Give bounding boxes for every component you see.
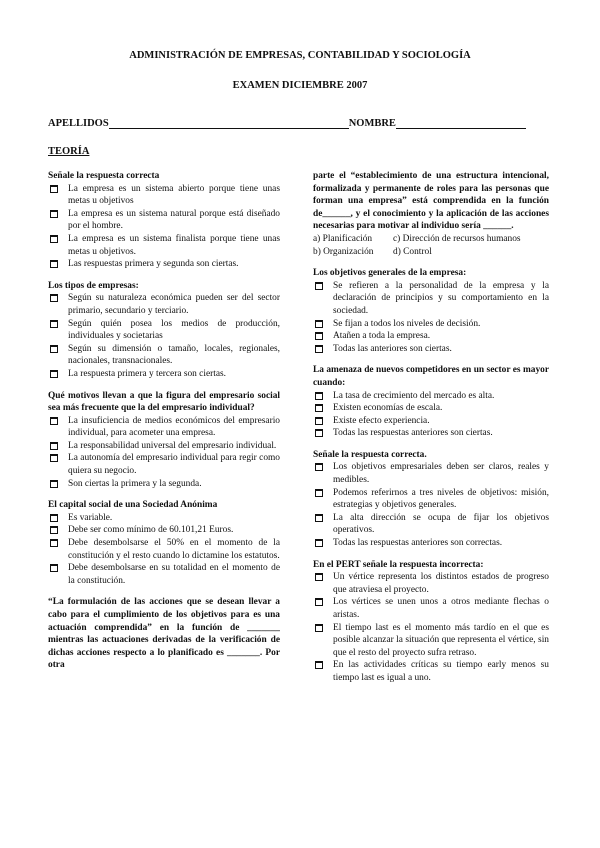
checkbox-icon[interactable] [315,429,323,437]
question-heading: Señale la respuesta correcta. [313,449,427,460]
left-column [48,170,280,672]
surname-line [109,118,349,129]
checkbox-icon[interactable] [50,514,58,522]
name-line [396,118,526,129]
question-block [48,499,280,587]
checkbox-icon[interactable] [315,514,323,522]
choice-b: b) Organización [313,246,374,257]
answer-option[interactable]: Un vértice representa los distintos estados de progreso que atraviesa el proyecto. [313,571,549,596]
checkbox-icon[interactable] [50,185,58,193]
checkbox-icon[interactable] [50,442,58,450]
choice-a: a) Planificación [313,233,373,244]
question-heading: Qué motivos llevan a que la figura del empresario social sea más frecuente que la del empresario individual? [48,390,280,414]
answer-option[interactable]: Podemos referirnos a tres niveles de objetivos: misión, estrategias y objetivos generales. [313,487,549,512]
answer-option[interactable]: La respuesta primera y tercera son ciertas. [48,368,280,381]
exam-title: EXAMEN DICIEMBRE 2007 [232,80,368,91]
answer-option[interactable]: Existen economías de escala. [313,402,549,415]
question-heading: Los objetivos generales de la empresa: [313,268,467,279]
answer-option[interactable]: La empresa es un sistema abierto porque tiene unas metas u objetivos [48,183,280,208]
answer-option[interactable]: Los objetivos empresariales deben ser claros, reales y medibles. [313,461,549,486]
fill-in-text: parte el “establecimiento de una estructura intencional, formalizada y permanente de roles para las personas que forman una empresa” está comprendida en la función de______, y el conocimiento y la aplicación de las acciones necesarias para motivar al individuo sería ______. [313,171,549,232]
checkbox-icon[interactable] [315,624,323,632]
section-heading: TEORÍA [48,146,90,157]
question-heading: Los tipos de empresas: [48,280,139,291]
answer-option[interactable]: La insuficiencia de medios económicos del empresario individual, para acometer una empresa. [48,415,280,440]
answer-option[interactable]: La responsabilidad universal del empresario individual. [48,440,280,453]
checkbox-icon[interactable] [315,404,323,412]
checkbox-icon[interactable] [315,417,323,425]
answer-option[interactable]: Es variable. [48,512,280,525]
checkbox-icon[interactable] [50,370,58,378]
checkbox-icon[interactable] [50,345,58,353]
answer-option[interactable]: Según su dimensión o tamaño, locales, regionales, nacionales, transnacionales. [48,343,280,368]
name-fields [48,118,553,129]
question-heading: En el PERT señale la respuesta incorrecta: [313,559,484,570]
answer-option[interactable]: Todas las respuestas anteriores son ciertas. [313,427,549,440]
answer-option[interactable]: La autonomía del empresario individual para regir como quiera su negocio. [48,452,280,477]
answer-option[interactable]: Debe desembolsarse en su totalidad en el momento de la constitución. [48,562,280,587]
question-block [313,449,549,550]
checkbox-icon[interactable] [50,539,58,547]
question-block [313,267,549,355]
answer-option[interactable]: Se refieren a la personalidad de la empresa y la declaración de principios y su comportamiento en la sociedad. [313,280,549,318]
choice-c: c) Dirección de recursos humanos [393,233,521,244]
answer-option[interactable]: Atañen a toda la empresa. [313,330,549,343]
checkbox-icon[interactable] [315,539,323,547]
checkbox-icon[interactable] [315,282,323,290]
answer-option[interactable]: Todas las respuestas anteriores son correctas. [313,537,549,550]
answer-option[interactable]: Son ciertas la primera y la segunda. [48,478,280,491]
fill-in-question-part2 [313,170,549,258]
answer-option[interactable]: Las respuestas primera y segunda son ciertas. [48,258,280,271]
surname-label: APELLIDOS [48,118,109,129]
answer-option[interactable]: Los vértices se unen unos a otros mediante flechas o aristas. [313,596,549,621]
question-block [48,280,280,381]
answer-option[interactable]: Existe efecto experiencia. [313,415,549,428]
checkbox-icon[interactable] [50,260,58,268]
answer-option[interactable]: La empresa es un sistema natural porque está diseñado por el hombre. [48,208,280,233]
fill-in-question-part1: “La formulación de las acciones que se desean llevar a cabo para el cumplimiento de los objetivos para es una actuación comprendida” en la función de _______ mientras las actuaciones derivadas de la verificación de dichas acciones respecto a lo planificado es _______. Por otra [48,597,280,671]
answer-option[interactable]: Según su naturaleza económica pueden ser del sector primario, secundario y terciario. [48,292,280,317]
checkbox-icon[interactable] [315,573,323,581]
question-block [313,364,549,440]
checkbox-icon[interactable] [315,332,323,340]
question-block [48,390,280,491]
question-heading: Señale la respuesta correcta [48,171,160,181]
checkbox-icon[interactable] [50,294,58,302]
answer-option[interactable]: El tiempo last es el momento más tardío en el que es posible alcanzar la situación que representa el vértice, sin que el resto del proyecto sufra retraso. [313,622,549,660]
checkbox-icon[interactable] [50,320,58,328]
answer-option[interactable]: Se fijan a todos los niveles de decisión. [313,318,549,331]
checkbox-icon[interactable] [315,392,323,400]
answer-option[interactable]: La tasa de crecimiento del mercado es alta. [313,390,549,403]
checkbox-icon[interactable] [50,235,58,243]
choice-d: d) Control [393,246,432,257]
answer-option[interactable]: La empresa es un sistema finalista porque tiene unas metas u objetivos. [48,233,280,258]
answer-option[interactable]: La alta dirección se ocupa de fijar los objetivos operativos. [313,512,549,537]
checkbox-icon[interactable] [50,417,58,425]
answer-choices [313,233,549,258]
right-column [313,170,549,694]
question-block [48,170,280,271]
checkbox-icon[interactable] [315,598,323,606]
question-block [313,559,549,685]
checkbox-icon[interactable] [315,661,323,669]
name-label: NOMBRE [348,118,396,129]
answer-option[interactable]: En las actividades críticas su tiempo early menos su tiempo last es igual a uno. [313,659,549,684]
answer-option[interactable]: Debe ser como mínimo de 60.101,21 Euros. [48,524,280,537]
checkbox-icon[interactable] [315,463,323,471]
checkbox-icon[interactable] [315,345,323,353]
document-title: ADMINISTRACIÓN DE EMPRESAS, CONTABILIDAD Y SOCIOLOGÍA [129,50,471,61]
answer-option[interactable]: Según quién posea los medios de producción, individuales y societarias [48,318,280,343]
checkbox-icon[interactable] [50,210,58,218]
question-heading: El capital social de una Sociedad Anónima [48,500,218,511]
checkbox-icon[interactable] [50,526,58,534]
checkbox-icon[interactable] [50,454,58,462]
checkbox-icon[interactable] [315,320,323,328]
answer-option[interactable]: Debe desembolsarse el 50% en el momento de la constitución y el resto cuando lo dictamine los estatutos. [48,537,280,562]
checkbox-icon[interactable] [50,564,58,572]
checkbox-icon[interactable] [315,489,323,497]
checkbox-icon[interactable] [50,480,58,488]
question-heading: La amenaza de nuevos competidores en un sector es mayor cuando: [313,365,549,388]
answer-option[interactable]: Todas las anteriores son ciertas. [313,343,549,356]
